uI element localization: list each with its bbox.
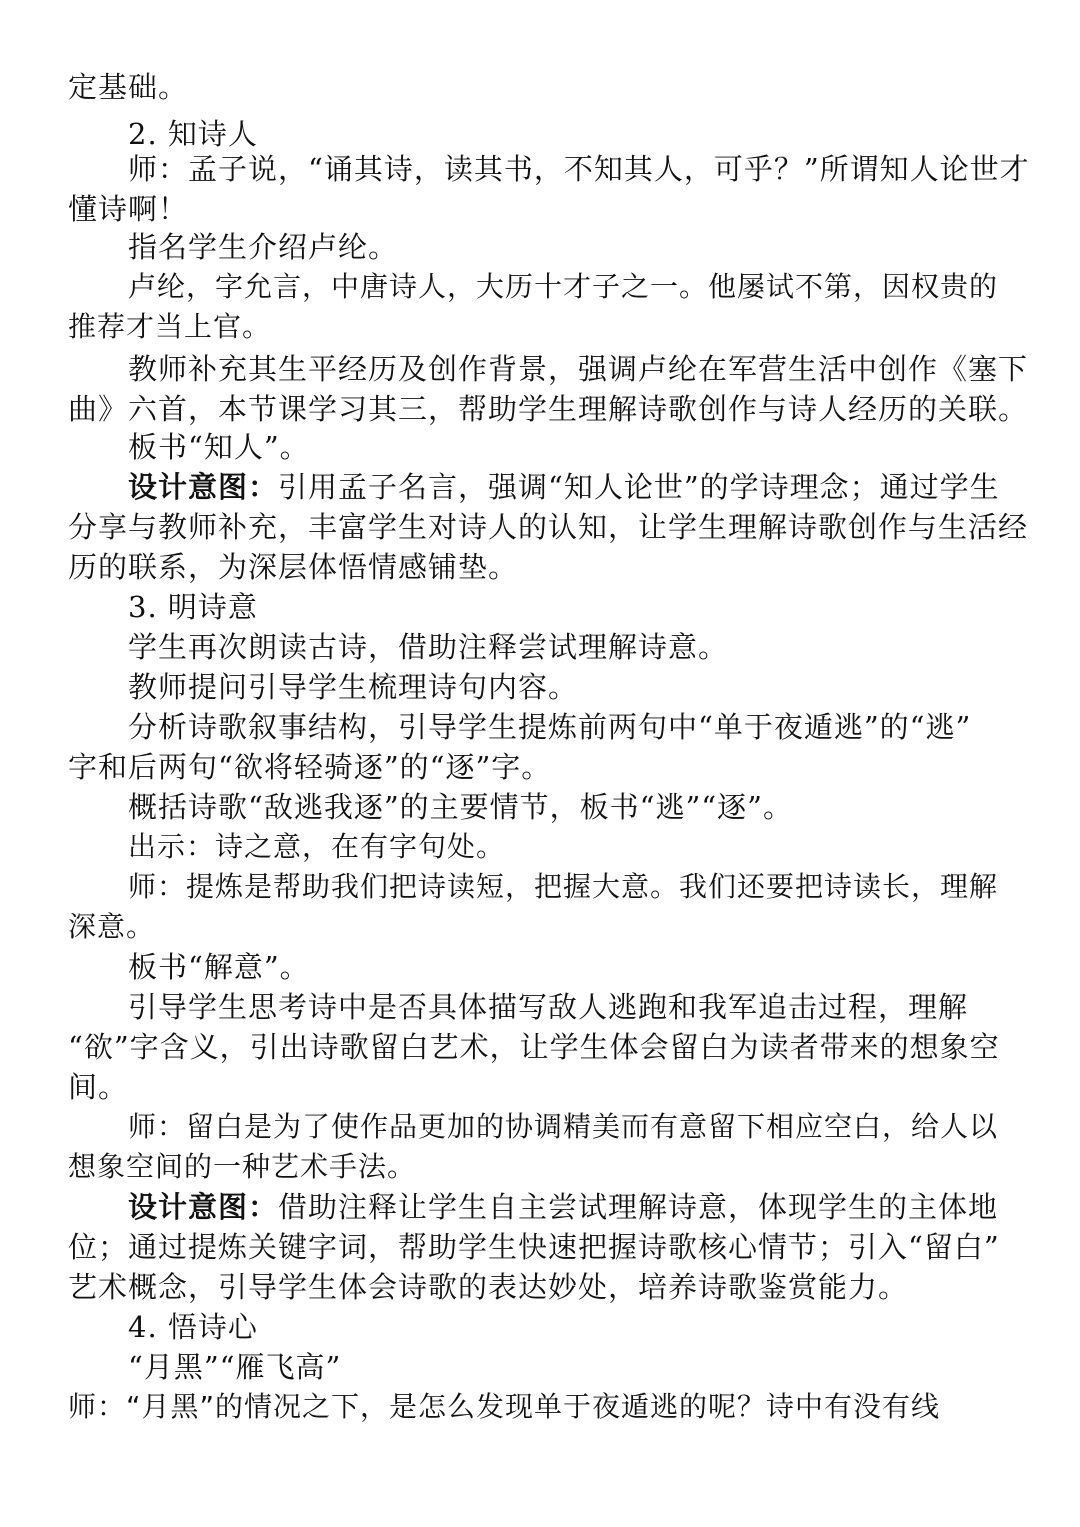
text-line: 曲》六首，本节课学习其三，帮助学生理解诗歌创作与诗人经历的关联。 (68, 392, 1029, 426)
text-line: 师：留白是为了使作品更加的协调精美而有意留下相应空白，给人以 (128, 1110, 999, 1143)
text-line: 字和后两句“欲将轻骑逐”的“逐”字。 (68, 750, 552, 784)
text-line: 概括诗歌“敌逃我逐”的主要情节，板书“逃”“逐”。 (128, 790, 793, 824)
text-line: “欲”字含义，引出诗歌留白艺术，让学生体会留白为读者带来的想象空 (68, 1030, 1000, 1064)
section-heading: 2. 知诗人 (128, 117, 258, 151)
text-line: 板书“解意”。 (128, 950, 310, 984)
design-intent-paragraph (128, 1188, 998, 1226)
text-line: 间。 (68, 1070, 129, 1104)
design-intent-paragraph (128, 468, 1000, 506)
section-heading: 3. 明诗意 (128, 590, 258, 624)
text-line: 教师提问引导学生梳理诗句内容。 (128, 670, 579, 704)
text-line: 指名学生介绍卢纶。 (128, 230, 399, 264)
text-line: 分析诗歌叙事结构，引导学生提炼前两句中“单于夜遁逃”的“逃” (128, 710, 972, 744)
text-line: 引导学生思考诗中是否具体描写敌人逃跑和我军追击过程，理解 (128, 990, 969, 1024)
text-line: 懂诗啊！ (68, 192, 189, 226)
text-line: 定基础。 (68, 70, 189, 104)
text-line: 师：孟子说，“诵其诗，读其书，不知其人，可乎？”所谓知人论世才 (128, 152, 1030, 186)
design-intent-label: 设计意图： (128, 1190, 279, 1224)
text-line: 推荐才当上官。 (68, 310, 272, 343)
text-line: 艺术概念，引导学生体会诗歌的表达妙处，培养诗歌鉴赏能力。 (68, 1270, 909, 1304)
text-line: 分享与教师补充，丰富学生对诗人的认知，让学生理解诗歌创作与生活经 (68, 510, 1029, 544)
text-line: 深意。 (68, 910, 156, 943)
text-line: 位；通过提炼关键字词，帮助学生快速把握诗歌核心情节；引入“留白” (68, 1230, 1000, 1264)
text-line: 引用孟子名言，强调“知人论世”的学诗理念；通过学生 (278, 470, 1000, 504)
text-line: 板书“知人”。 (128, 430, 310, 464)
text-line: 师：“月黑”的情况之下，是怎么发现单于夜遁逃的呢？诗中有没有线 (68, 1390, 941, 1423)
text-line: 师：提炼是帮助我们把诗读短，把握大意。我们还要把诗读长，理解 (128, 870, 999, 903)
text-line: 借助注释让学生自主尝试理解诗意，体现学生的主体地 (278, 1190, 999, 1224)
text-line: 出示：诗之意，在有字句处。 (128, 830, 506, 863)
section-heading: 4. 悟诗心 (128, 1310, 258, 1344)
text-line: 历的联系，为深层体悟情感铺垫。 (68, 550, 519, 584)
text-line: 学生再次朗读古诗，借助注释尝试理解诗意。 (128, 630, 729, 664)
text-line: “月黑”“雁飞高” (128, 1350, 342, 1384)
text-line: 卢纶，字允言，中唐诗人，大历十才子之一。他屡试不第，因权贵的 (128, 270, 999, 303)
text-line: 教师补充其生平经历及创作背景，强调卢纶在军营生活中创作《塞下 (128, 352, 1029, 386)
text-line: 想象空间的一种艺术手法。 (68, 1150, 417, 1183)
design-intent-label: 设计意图： (128, 470, 279, 504)
